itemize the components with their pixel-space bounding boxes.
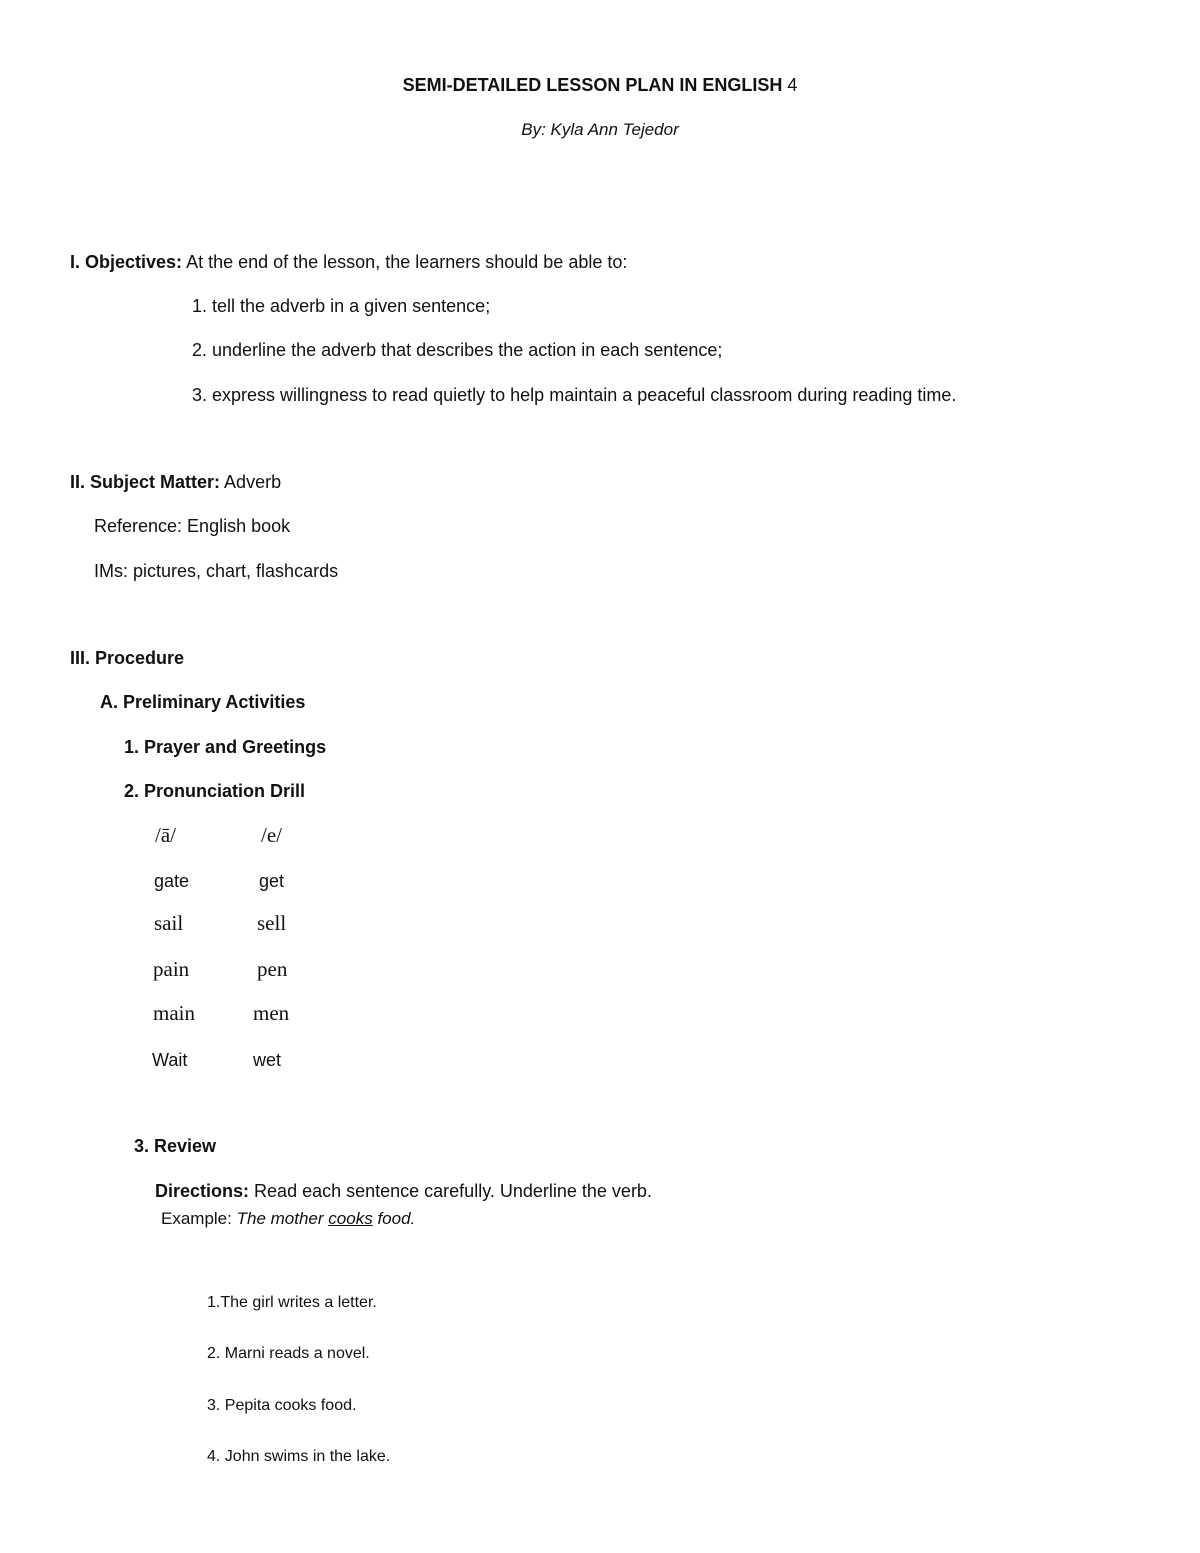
page-title (0, 76, 1200, 94)
drill-word: pen (257, 957, 288, 981)
objective-item: 3. express willingness to read quietly to help maintain a peaceful classroom during reading time. (192, 385, 957, 405)
objectives-heading: I. Objectives: (70, 252, 183, 272)
objective-item: 2. underline the adverb that describes the action in each sentence; (192, 340, 723, 360)
reference-line: Reference: English book (94, 516, 291, 536)
prayer-heading: 1. Prayer and Greetings (124, 737, 327, 757)
ims-line: IMs: pictures, chart, flashcards (94, 561, 339, 581)
preliminary-heading: A. Preliminary Activities (100, 692, 306, 712)
objectives-intro: At the end of the lesson, the learners should be able to: (186, 252, 628, 272)
review-directions (155, 1182, 652, 1200)
drill-heading: 2. Pronunciation Drill (124, 781, 306, 801)
subject-matter-topic: Adverb (224, 472, 282, 492)
drill-word: gate (154, 871, 190, 891)
example-verb: cooks (328, 1209, 373, 1228)
review-heading: 3. Review (134, 1136, 217, 1156)
title-text: SEMI-DETAILED LESSON PLAN IN ENGLISH (402, 75, 783, 95)
drill-word: pain (153, 957, 190, 981)
objectives-line (70, 253, 627, 271)
subject-matter-heading: II. Subject Matter: (70, 472, 221, 492)
review-sentence: 4. John swims in the lake. (207, 1448, 391, 1465)
author-line: By: Kyla Ann Tejedor (521, 120, 679, 139)
directions-text: Read each sentence carefully. Underline the verb. (254, 1181, 652, 1201)
drill-word: Wait (152, 1050, 188, 1070)
title-grade: 4 (787, 75, 798, 95)
objective-item: 1. tell the adverb in a given sentence; (192, 296, 491, 316)
example-before: The mother (236, 1209, 324, 1228)
subject-matter-line (70, 473, 281, 491)
drill-word: sail (154, 911, 184, 935)
review-sentence: 1.The girl writes a letter. (207, 1294, 377, 1311)
drill-word: sell (257, 911, 287, 935)
review-sentence: 3. Pepita cooks food. (207, 1397, 357, 1414)
directions-label: Directions: (155, 1181, 250, 1201)
drill-col2-header: /e/ (261, 823, 282, 847)
review-example (161, 1210, 415, 1227)
procedure-heading: III. Procedure (70, 648, 185, 668)
example-label: Example: (161, 1209, 232, 1228)
drill-word: main (153, 1001, 195, 1025)
drill-word: men (253, 1001, 290, 1025)
example-after: food. (377, 1209, 416, 1228)
drill-col1-header: /ā/ (155, 823, 176, 847)
drill-word: wet (253, 1050, 282, 1070)
review-sentence: 2. Marni reads a novel. (207, 1345, 370, 1362)
drill-word: get (259, 871, 285, 891)
